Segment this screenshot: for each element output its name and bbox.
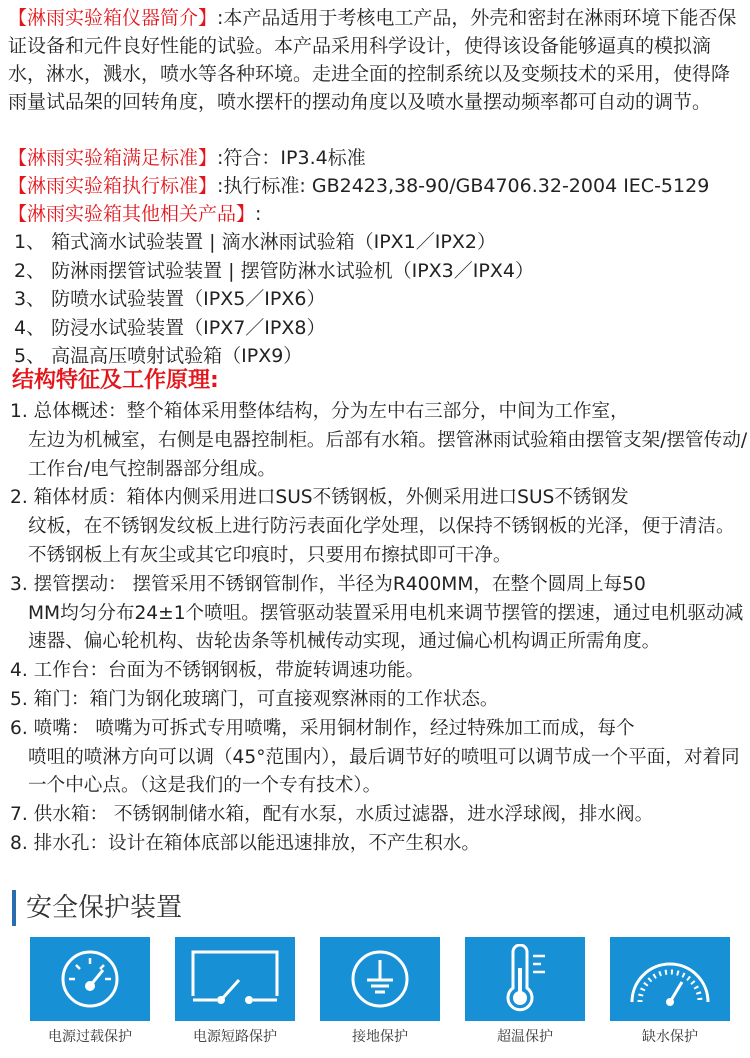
safety-card-label: 电源过载保护	[48, 1029, 132, 1045]
standard-exec-text: :执行标准: GB2423,38-90/GB4706.32-2004 IEC-5129	[217, 175, 710, 197]
structure-item-number: 6.	[10, 717, 28, 739]
structure-item	[10, 398, 748, 484]
structure-item-rest: 左边为机械室，右侧是电器控制柜。后部有水箱。摆管淋雨试验箱由摆管支架/摆管传动/工作台/电气控制器部分组成。	[28, 429, 748, 480]
safety-tile	[610, 937, 730, 1021]
structure-list	[10, 398, 748, 859]
safety-card-overload	[30, 937, 150, 1053]
safety-card-label: 接地保护	[352, 1029, 408, 1045]
structure-item-number: 5.	[10, 688, 28, 710]
related-product-item: 5、 高温高压喷射试验箱（IPX9）	[14, 345, 303, 367]
related-product-item: 1、 箱式滴水试验装置 | 滴水淋雨试验箱（IPX1／IPX2）	[14, 231, 496, 253]
related-product-item: 4、 防浸水试验装置（IPX7／IPX8）	[14, 316, 326, 339]
structure-item-first: 总体概述：整个箱体采用整体结构，分为左中右三部分，中间为工作室，	[33, 401, 629, 422]
structure-item-first: 排水孔：设计在箱体底部以能迅速排放，不产生积水。	[33, 832, 480, 854]
standard-exec-heading: 【淋雨实验箱执行标准】	[8, 175, 218, 197]
structure-item-number: 7.	[10, 804, 28, 826]
standard-meet-heading: 【淋雨实验箱满足标准】	[8, 147, 218, 169]
thermometer-icon	[497, 944, 553, 1014]
intro-heading: 【淋雨实验箱仪器简介】	[8, 7, 218, 29]
structure-item	[10, 484, 748, 570]
safety-card-water-shortage	[610, 937, 730, 1053]
safety-title: 安全保护装置	[12, 890, 182, 926]
structure-item-first: 工作台：台面为不锈钢钢板，带旋转调速功能。	[33, 660, 425, 682]
structure-item-rest: 纹板，在不锈钢发纹板上进行防污表面化学处理，以保持不锈钢板的光泽，便于清洁。不锈钢板上有灰尘或其它印痕时，只要用布擦拭即可干净。	[28, 516, 735, 566]
structure-item-rest: 喷咀的喷淋方向可以调（45°范围内），最后调节好的喷咀可以调节成一个平面，对着同一个中心点。（这是我们的一个专有技术）。	[28, 746, 740, 797]
structure-item-first: 箱门：箱门为钢化玻璃门，可直接观察淋雨的工作状态。	[33, 688, 499, 710]
structure-item-number: 8.	[10, 832, 28, 854]
structure-item-first: 喷嘴： 喷嘴为可拆式专用喷嘴，采用铜材制作，经过特殊加工而成，每个	[33, 717, 635, 739]
safety-card-ground	[320, 937, 440, 1053]
safety-tile	[320, 937, 440, 1021]
structure-item	[10, 830, 748, 859]
structure-item-number: 2.	[10, 487, 28, 509]
structure-item	[10, 657, 748, 686]
safety-tile	[465, 937, 585, 1021]
safety-tile	[30, 937, 150, 1021]
standard-exec-line	[8, 172, 709, 200]
structure-item	[10, 801, 748, 830]
structure-item	[10, 686, 748, 715]
ground-icon	[345, 946, 415, 1012]
gauge-icon	[55, 946, 125, 1012]
safety-tile	[175, 937, 295, 1021]
switch-icon	[187, 946, 283, 1012]
safety-card-short-circuit	[175, 937, 295, 1053]
structure-item	[10, 571, 748, 657]
structure-item	[10, 715, 748, 801]
related-product-item: 3、 防喷水试验装置（IPX5／IPX6）	[14, 288, 326, 310]
structure-item-first: 箱体材质：箱体内侧采用进口SUS不锈钢板，外侧采用进口SUS不锈钢发	[33, 487, 629, 509]
structure-item-number: 4.	[10, 660, 28, 682]
intro-text: :本产品适用于考核电工产品，外壳和密封在淋雨环境下能否保证设备和元件良好性能的试验。本产品采用科学设计，使得该设备能够逼真的模拟滴水，淋水，溅水，喷水等各种环境。走进全面的控制系统以及变频技术的采用，使得降雨量试品架的回转角度，喷水摆杆的摆动角度以及喷水量摆动频率都可自动的调节。	[8, 7, 737, 113]
structure-item-rest: MM均匀分布24±1个喷咀。摆管驱动装置采用电机来调节摆管的摆速，通过电机驱动减速器、偏心轮机构、齿轮齿条等机械传动实现，通过偏心机构调正所需角度。	[28, 602, 744, 653]
related-heading-line	[8, 200, 261, 228]
safety-card-over-temperature	[465, 937, 585, 1053]
intro-paragraph	[8, 4, 744, 116]
safety-card-label: 超温保护	[497, 1029, 553, 1045]
related-products-list	[14, 228, 744, 371]
related-heading: 【淋雨实验箱其他相关产品】	[8, 203, 256, 225]
structure-item-number: 1.	[10, 401, 28, 422]
standard-meet-text: :符合：IP3.4标准	[217, 147, 366, 169]
standard-meet-line	[8, 144, 366, 172]
safety-card-label: 缺水保护	[642, 1029, 698, 1045]
safety-cards	[30, 937, 730, 1053]
related-colon: :	[255, 203, 262, 225]
structure-title: 结构特征及工作原理:	[12, 368, 219, 393]
structure-item-number: 3.	[10, 573, 28, 595]
related-product-item: 2、 防淋雨摆管试验装置 | 摆管防淋水试验机（IPX3／IPX4）	[14, 259, 534, 282]
structure-item-first: 摆管摆动： 摆管采用不锈钢管制作，半径为R400MM，在整个圆周上每50	[33, 573, 646, 595]
safety-card-label: 电源短路保护	[193, 1029, 277, 1045]
structure-item-first: 供水箱： 不锈钢制储水箱，配有水泵，水质过滤器，进水浮球阀，排水阀。	[33, 804, 654, 826]
speedometer-icon	[622, 946, 718, 1012]
